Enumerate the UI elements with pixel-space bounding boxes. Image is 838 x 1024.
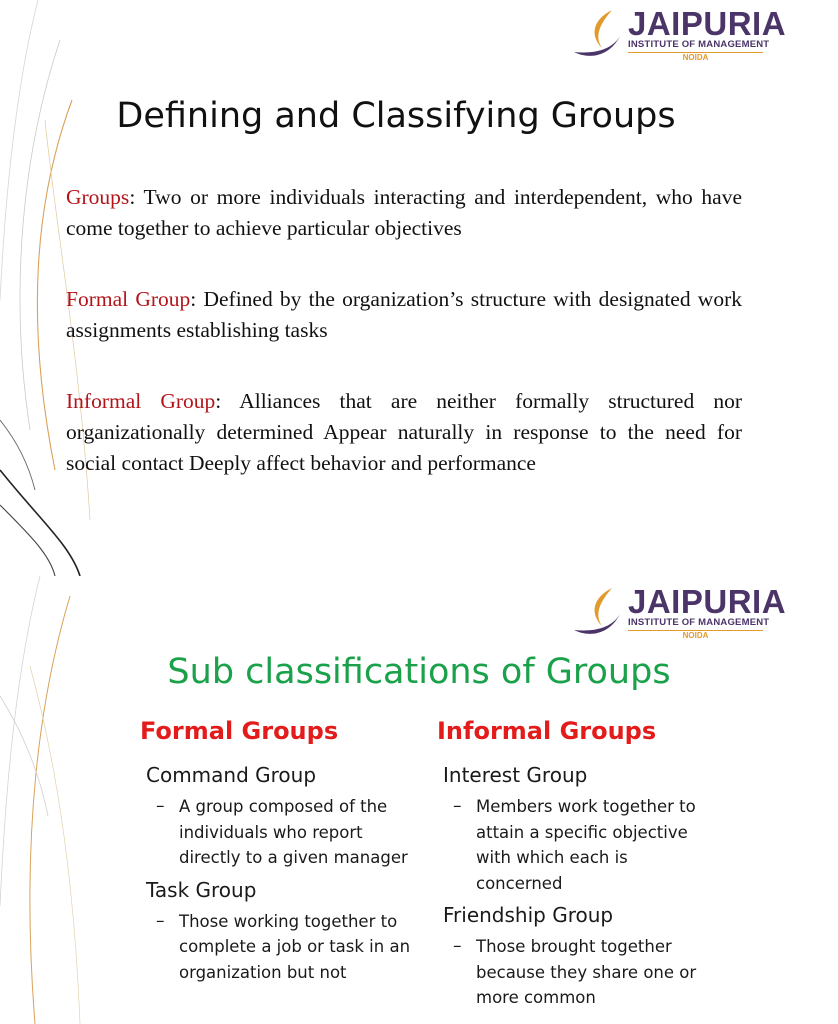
group-name-interest: Interest Group [443,763,588,787]
group-name-task: Task Group [146,877,257,902]
logo-name: JAIPURIA [628,583,787,620]
informal-groups-column [437,716,737,1015]
definitions-list [66,182,742,519]
group-description-text: A group composed of the individuals who report directly to a given manager [179,797,408,867]
group-description-text: Those brought together because they share one or more common [476,937,697,1007]
slide-title: Sub classifications of Groups [167,652,671,692]
jaipuria-logo [572,583,787,640]
logo-name: JAIPURIA [628,5,787,42]
group-description [443,794,737,896]
group-name-friendship: Friendship Group [443,903,614,927]
logo-campus: NOIDA [682,631,709,640]
logo-subtitle: INSTITUTE OF MANAGEMENT [628,39,770,50]
definition-term: Informal Group [66,389,216,413]
definition-informal-group [66,386,742,479]
jaipuria-logo [572,5,787,62]
dash-bullet: – [453,936,462,956]
flame-swoosh-icon [572,584,628,640]
group-name-command: Command Group [146,763,317,787]
group-description [146,794,440,871]
definition-term: Formal Group [66,287,191,311]
definition-term: Groups [66,185,130,209]
definition-groups [66,182,742,244]
logo-subtitle: INSTITUTE OF MANAGEMENT [628,617,770,628]
group-description [146,909,440,986]
definition-text: : Defined by the organization’s structure with designated work assignments establishing tasks [66,287,742,342]
definition-text: : Alliances that are neither formally structured nor organizationally determined Appear naturally in response to the need for social contact Deeply affect behavior and performance [66,389,743,475]
informal-groups-heading: Informal Groups [437,717,657,745]
group-description-text: Those working together to complete a job or task in an organization but not [179,911,411,982]
group-description [443,934,737,1011]
dash-bullet: – [156,910,165,931]
definition-text: : Two or more individuals interacting and interdependent, who have come together to achieve particular objectives [66,185,742,240]
logo-campus: NOIDA [682,53,709,62]
slide-title: Defining and Classifying Groups [116,96,676,136]
formal-groups-column [140,716,440,989]
dash-bullet: – [453,796,462,816]
formal-groups-heading: Formal Groups [140,717,339,745]
definition-formal-group [66,284,742,346]
dash-bullet: – [156,796,165,816]
flame-swoosh-icon [572,6,628,62]
slide-sub-classifications [0,576,787,1024]
group-description-text: Members work together to attain a specific objective with which each is concerned [476,797,696,893]
